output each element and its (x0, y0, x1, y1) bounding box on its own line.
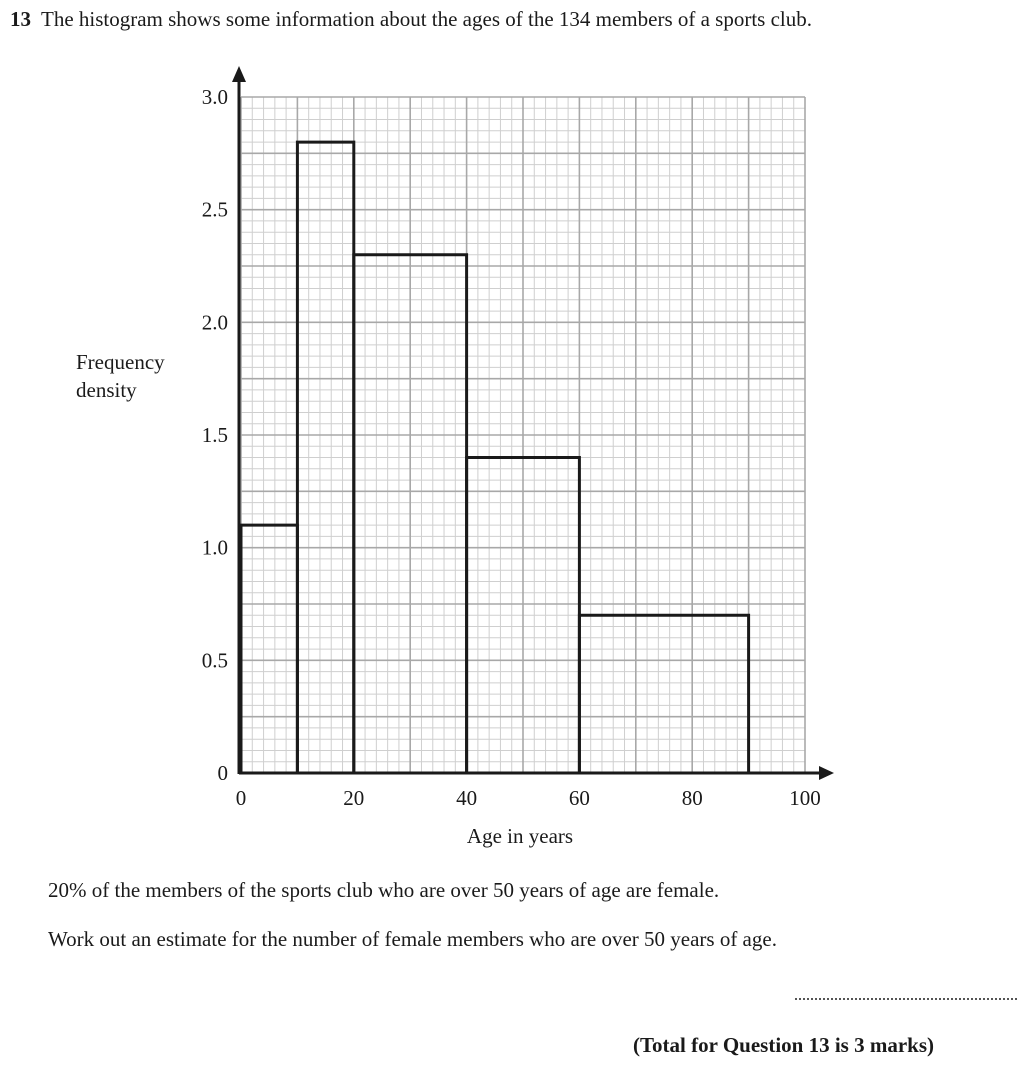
y-axis-arrow-icon (232, 66, 246, 82)
y-tick-label: 1.0 (201, 535, 228, 560)
x-axis-label: Age in years (466, 824, 574, 848)
y-tick-label: 3.0 (201, 85, 228, 109)
y-axis-label-line-1: Frequency (76, 350, 165, 374)
x-tick-label: 0 (235, 786, 247, 810)
x-tick-label: 100 (789, 786, 821, 810)
question-intro: The histogram shows some information about the ages of the 134 members of a sports club. (41, 7, 813, 31)
question-number: 13 (10, 7, 31, 31)
x-tick-label: 20 (343, 786, 365, 810)
y-tick-label: 0.5 (201, 648, 228, 673)
y-tick-label: 1.5 (201, 423, 228, 447)
y-tick-label: 2.0 (201, 310, 228, 335)
y-tick-label: 2.5 (201, 197, 228, 222)
x-tick-label: 80 (681, 786, 703, 810)
total-marks: (Total for Question 13 is 3 marks) (632, 1033, 934, 1057)
axes (232, 66, 834, 780)
x-axis-arrow-icon (819, 766, 834, 780)
answer-line[interactable] (795, 998, 1017, 1000)
question-task: Work out an estimate for the number of female members who are over 50 years of age. (48, 927, 777, 951)
x-tick-label: 60 (568, 786, 590, 810)
y-axis-label-line-2: density (76, 378, 137, 402)
question-statement: 20% of the members of the sports club who are over 50 years of age are female. (48, 878, 720, 902)
y-tick-label: 0 (217, 761, 228, 785)
x-tick-label: 40 (456, 786, 478, 810)
